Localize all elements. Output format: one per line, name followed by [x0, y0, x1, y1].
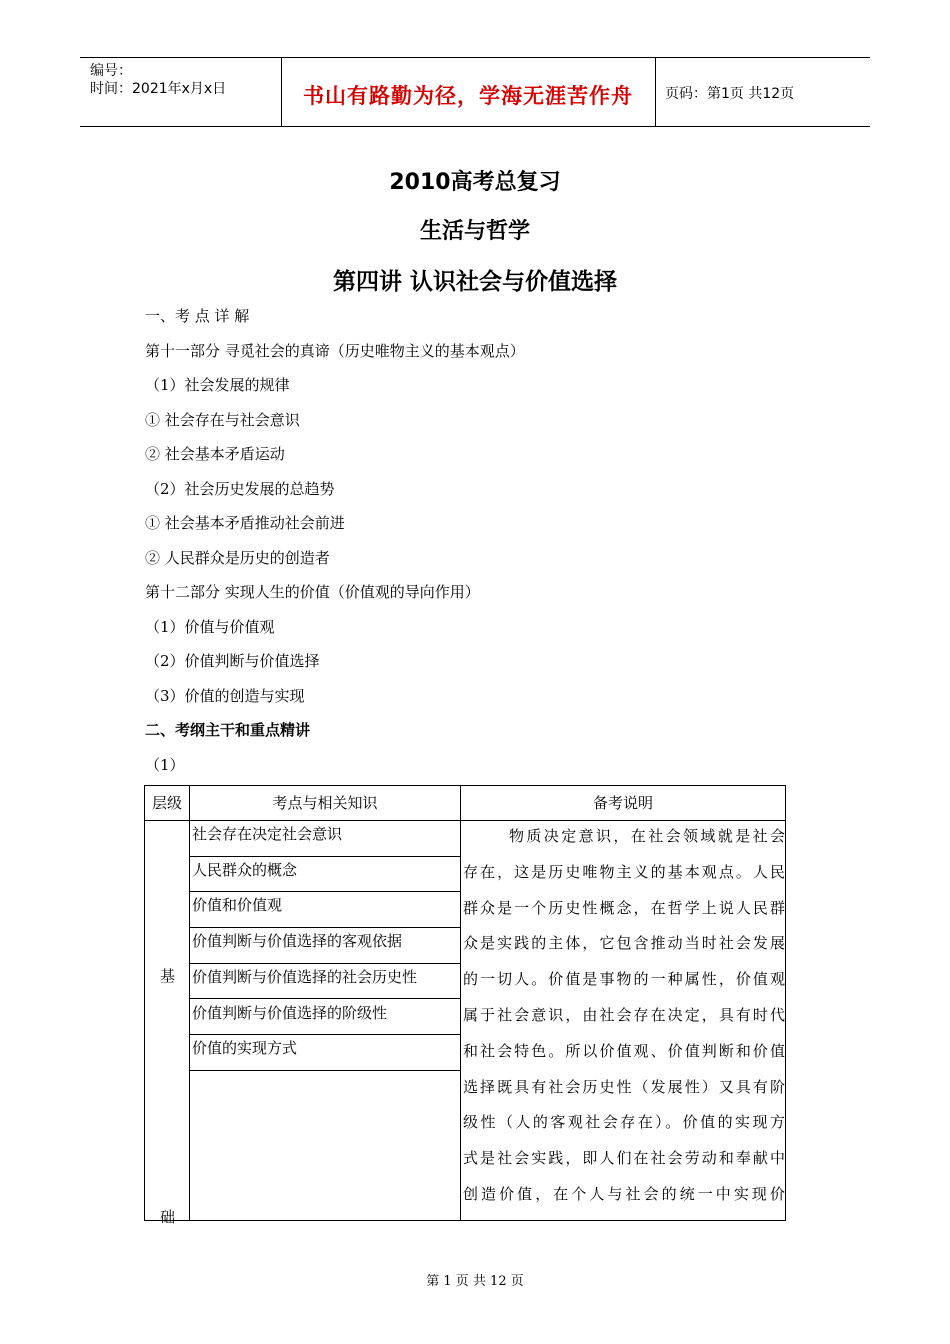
notes-column [461, 821, 785, 1220]
list-item: ② 人民群众是历史的创造者 [145, 549, 330, 567]
document-subtitle: 生活与哲学 [419, 219, 530, 244]
time-label: 时间：2021年x月x日 [90, 81, 227, 97]
notes-line: 式是社会实践，即人们在社会劳动和奉献中 [463, 1149, 785, 1168]
table-header-notes: 备考说明 [461, 786, 785, 821]
header-meta-cell [80, 58, 282, 126]
notes-line: 选择既具有社会历史性（发展性）又具有阶 [463, 1077, 785, 1096]
table-row: 价值和价值观 [190, 892, 460, 928]
notes-line: 众是实践的主体，它包含推动当时社会发展 [463, 934, 785, 953]
section-heading: 一、考 点 详 解 [145, 307, 250, 325]
table-header-knowledge: 考点与相关知识 [190, 786, 461, 821]
list-item: ① 社会存在与社会意识 [145, 411, 300, 429]
document-header [80, 57, 870, 127]
list-item: （2）社会历史发展的总趋势 [145, 480, 335, 498]
notes-text [463, 821, 785, 1213]
table-row: 人民群众的概念 [190, 857, 460, 893]
level-char: 基 [159, 967, 175, 985]
table-label: （1） [145, 756, 185, 774]
part-heading: 第十二部分 实现人生的价值（价值观的导向作用） [145, 583, 480, 601]
table-row: 价值的实现方式 [190, 1035, 460, 1071]
notes-line: 群众是一个历史性概念，在哲学上说人民群 [463, 898, 785, 917]
lecture-title: 第四讲 认识社会与价值选择 [332, 269, 617, 295]
table-row: 价值判断与价值选择的社会历史性 [190, 964, 460, 1000]
notes-line: 物质决定意识，在社会领域就是社会 [509, 827, 785, 845]
level-column [145, 821, 190, 1226]
notes-line: 存在，这是历史唯物主义的基本观点。人民 [463, 862, 785, 881]
page-footer: 第 1 页 共 12 页 [426, 1274, 524, 1289]
part-heading: 第十一部分 寻觅社会的真谛（历史唯物主义的基本观点） [145, 342, 525, 360]
notes-line: 属于社会意识，由社会存在决定，具有时代 [463, 1005, 785, 1024]
list-item: （2）价值判断与价值选择 [145, 652, 320, 670]
header-page-cell [655, 58, 870, 126]
list-item: （1）价值与价值观 [145, 618, 275, 636]
notes-line: 的一切人。价值是事物的一种属性，价值观 [463, 970, 785, 989]
list-item: ① 社会基本矛盾推动社会前进 [145, 514, 345, 532]
page-info: 页码：第1页 共12页 [665, 86, 795, 102]
number-label: 编号： [90, 63, 132, 79]
knowledge-table [144, 785, 786, 1226]
header-motto-cell [281, 58, 656, 126]
list-item: （3）价值的创造与实现 [145, 687, 305, 705]
notes-line: 创造价值，在个人与社会的统一中实现价 [463, 1184, 785, 1203]
section-heading: 二、考纲主干和重点精讲 [145, 721, 311, 739]
table-row: 价值判断与价值选择的阶级性 [190, 1000, 460, 1036]
list-item: ② 社会基本矛盾运动 [145, 445, 285, 463]
table-row: 社会存在决定社会意识 [190, 821, 460, 857]
level-char: 础 [159, 1208, 175, 1226]
motto: 书山有路勤为径，学海无涯苦作舟 [303, 84, 633, 108]
notes-line: 和社会特色。所以价值观、价值判断和价值 [463, 1041, 785, 1060]
table-header-level: 层级 [145, 786, 190, 821]
document-title: 2010高考总复习 [389, 170, 561, 195]
notes-line: 级性（人的客观社会存在）。价值的实现方 [463, 1113, 785, 1132]
table-row: 价值判断与价值选择的客观依据 [190, 928, 460, 964]
list-item: （1）社会发展的规律 [145, 376, 290, 394]
knowledge-column [190, 821, 461, 1220]
